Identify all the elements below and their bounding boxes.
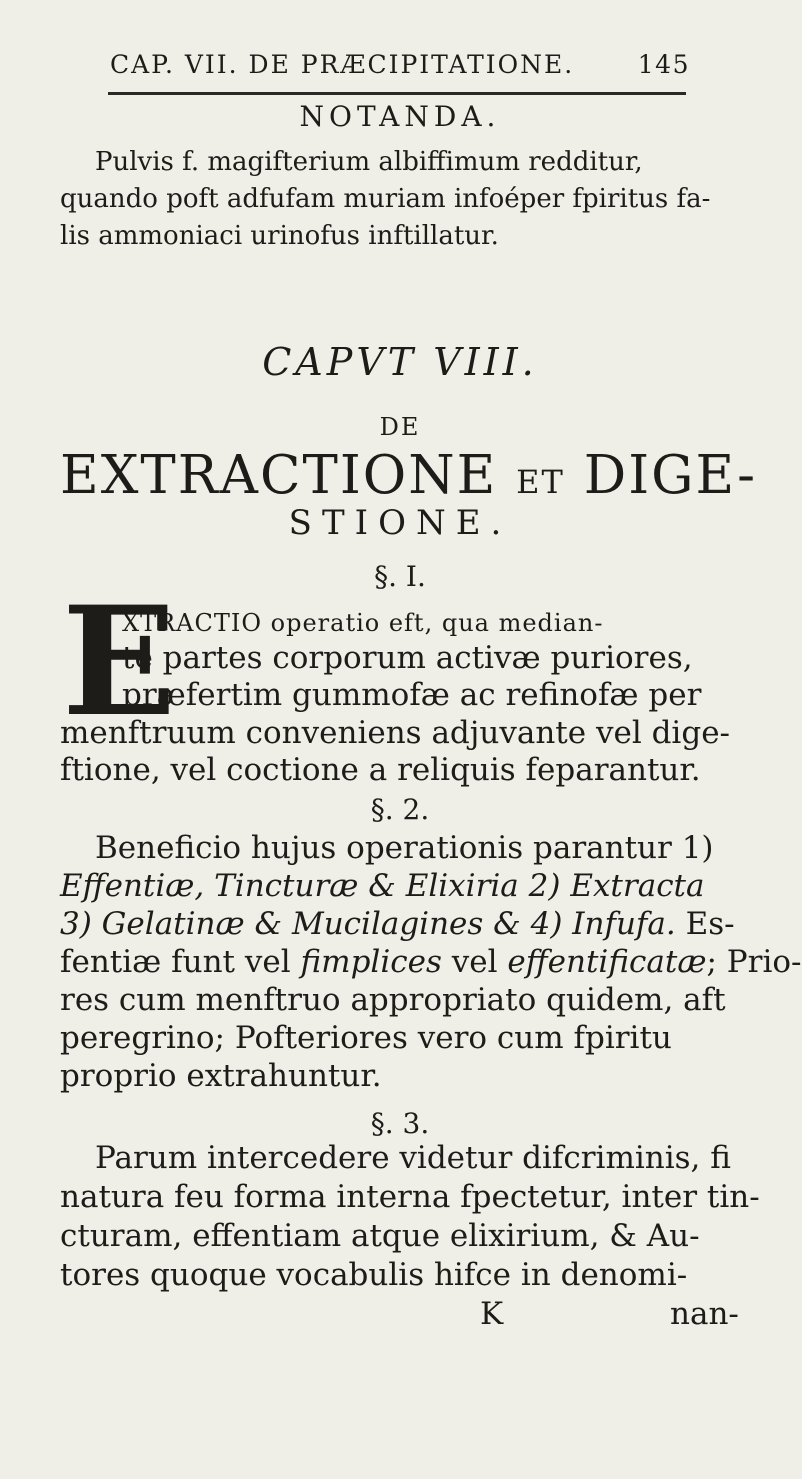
section2-line: Effentiæ, Tincturæ & Elixiria 2) Extracta — [60, 868, 705, 904]
section-mark: §. 3. — [370, 1107, 430, 1140]
section-mark: §. 2. — [370, 793, 430, 826]
section3-line: natura feu forma interna fpectetur, inter tin- — [60, 1179, 760, 1215]
section2-line: proprio extrahuntur. — [60, 1058, 382, 1094]
chapter-title-part2: DIGE- — [583, 445, 758, 506]
drop-cap: E — [62, 574, 177, 750]
head-rule — [108, 92, 686, 95]
signature-mark: K — [480, 1296, 504, 1332]
chapter-title — [60, 445, 757, 506]
notanda-line: Pulvis f. magifterium albiffimum redditur, — [95, 147, 643, 177]
section1-line: XTRACTIO operatio eft, qua median- — [122, 609, 604, 637]
section3-line: tores quoque vocabulis hifce in denomi- — [60, 1257, 688, 1293]
section3-line: cturam, effentiam atque elixirium, & Au- — [60, 1218, 700, 1254]
section2-line: peregrino; Pofteriores vero cum fpiritu — [60, 1020, 672, 1056]
section1-line: præfertim gummofæ ac refinofæ per — [122, 677, 702, 713]
chapter-title-et: ET — [516, 463, 565, 501]
section-mark: §. I. — [374, 560, 426, 593]
section1-line: ftione, vel coctione a reliquis feparantur. — [60, 752, 701, 788]
chapter-number: CAPVT VIII. — [262, 340, 538, 384]
section3-line: Parum intercedere videtur difcriminis, fi — [95, 1140, 731, 1176]
notanda-heading: NOTANDA. — [299, 100, 501, 133]
notanda-line: lis ammoniaci urinofus inftillatur. — [60, 221, 499, 251]
running-head — [110, 50, 690, 79]
chapter-title-part1: EXTRACTIONE — [60, 445, 498, 506]
section2-line: fentiæ funt vel fimplices vel effentificatæ; Prio- — [60, 944, 802, 980]
section2-line: res cum menftruo appropriato quidem, aft — [60, 982, 726, 1018]
section2-line: 3) Gelatinæ & Mucilagines & 4) Infufa. Es- — [60, 906, 735, 942]
chapter-de: DE — [379, 413, 421, 441]
chapter-title-part3: STIONE. — [288, 503, 512, 543]
section2-line: Beneficio hujus operationis parantur 1) — [95, 830, 714, 866]
running-head-title: CAP. VII. DE PRÆCIPITATIONE. — [110, 50, 575, 79]
notanda-line: quando poft adfufam muriam infoéper fpiritus fa- — [60, 184, 711, 214]
section1-line: te partes corporum activæ puriores, — [122, 640, 693, 676]
section1-line: menftruum conveniens adjuvante vel dige- — [60, 715, 731, 751]
page-number: 145 — [637, 50, 690, 79]
catchword: nan- — [670, 1296, 739, 1332]
